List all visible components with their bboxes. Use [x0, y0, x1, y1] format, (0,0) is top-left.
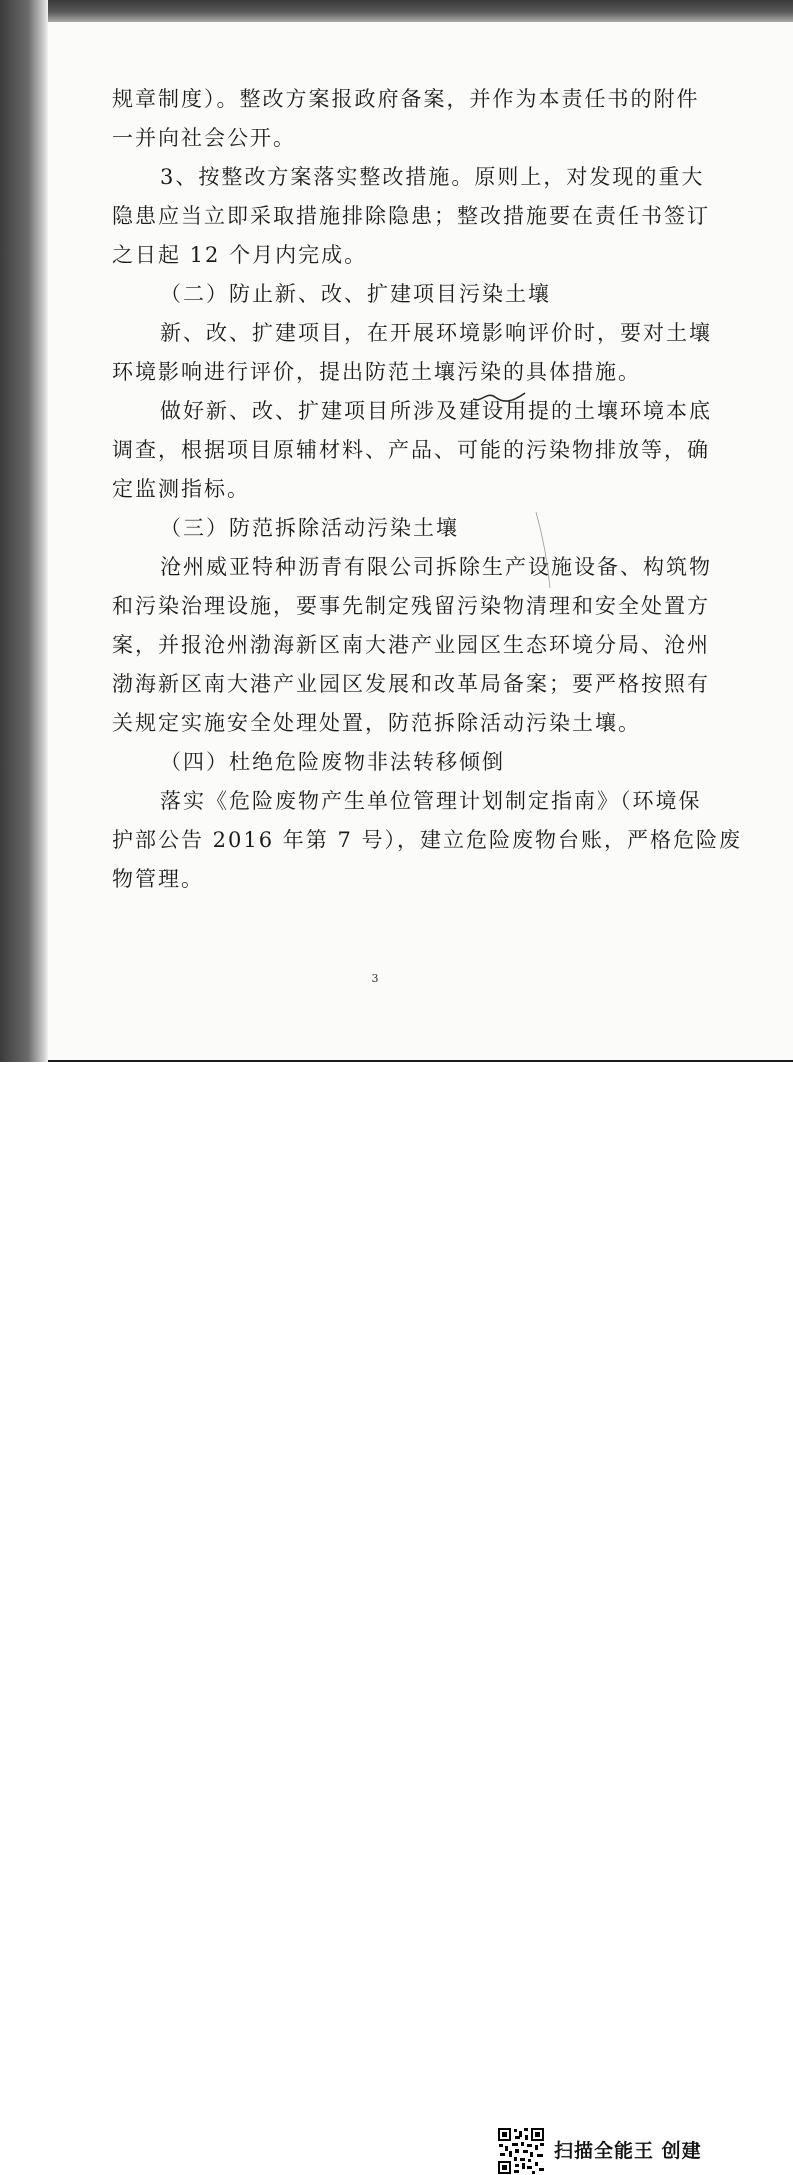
- qr-code-icon: [497, 2127, 545, 2175]
- section-heading-2: [112, 275, 702, 314]
- text-line: 定监测指标。: [112, 477, 250, 501]
- document-body: [112, 80, 743, 899]
- text-line: 关规定实施安全处理处置，防范拆除活动污染土壤。: [112, 711, 641, 735]
- scanner-footer: [0, 1062, 793, 2162]
- text-line: 沧州威亚特种沥青有限公司拆除生产设施设备、构筑物: [160, 555, 712, 579]
- heading-line: （三）防范拆除活动污染土壤: [160, 516, 459, 540]
- pen-stroke-mark: [533, 510, 553, 590]
- text-line: 环境影响进行评价，提出防范土壤污染的具体措施。: [112, 360, 641, 384]
- heading-line: （二）防止新、改、扩建项目污染土壤: [160, 282, 551, 306]
- paragraph-rectification: [112, 158, 710, 275]
- section-heading-3: [112, 509, 702, 548]
- text-line: 规章制度）。整改方案报政府备案，并作为本责任书的附件: [112, 87, 700, 111]
- text-line: 物管理。: [112, 867, 204, 891]
- text-line: 渤海新区南大港产业园区发展和改革局备案；要严格按照有: [112, 672, 710, 696]
- heading-line: （四）杜绝危险废物非法转移倾倒: [160, 750, 505, 774]
- text-line: 护部公告 2016 年第 7 号），建立危险废物台账，严格危险废: [112, 828, 743, 852]
- paragraph-baseline-survey: [112, 392, 712, 509]
- text-line: 案，并报沧州渤海新区南大港产业园区生态环境分局、沧州: [112, 633, 710, 657]
- text-line: 一并向社会公开。: [112, 126, 296, 150]
- text-line: 和污染治理设施，要事先制定残留污染物清理和安全处置方: [112, 594, 710, 618]
- text-line: 做好新、改、扩建项目所涉及建设用提的土壤环境本底: [160, 399, 712, 423]
- scan-shadow-left: [0, 0, 48, 1062]
- text-line: 之日起 12 个月内完成。: [112, 243, 368, 267]
- scanner-watermark: 扫描全能王 创建: [554, 2140, 702, 2162]
- text-line: 新、改、扩建项目，在开展环境影响评价时，要对土壤: [160, 321, 712, 345]
- pen-underline-mark: [471, 389, 527, 405]
- text-line: 落实《危险废物产生单位管理计划制定指南》（环境保: [160, 789, 702, 813]
- text-line: 调查，根据项目原辅材料、产品、可能的污染物排放等，确: [112, 438, 710, 462]
- page-number: 3: [371, 972, 379, 985]
- text-line: 隐患应当立即采取措施排除隐患；整改措施要在责任书签订: [112, 204, 710, 228]
- section-heading-4: [112, 743, 702, 782]
- text-line: 3、按整改方案落实整改措施。原则上，对发现的重大: [160, 165, 705, 189]
- paragraph-demolition: [112, 548, 712, 743]
- paragraph-new-projects: [112, 314, 712, 392]
- paragraph-regulations: [112, 80, 702, 158]
- paragraph-hazardous-waste: [112, 782, 743, 899]
